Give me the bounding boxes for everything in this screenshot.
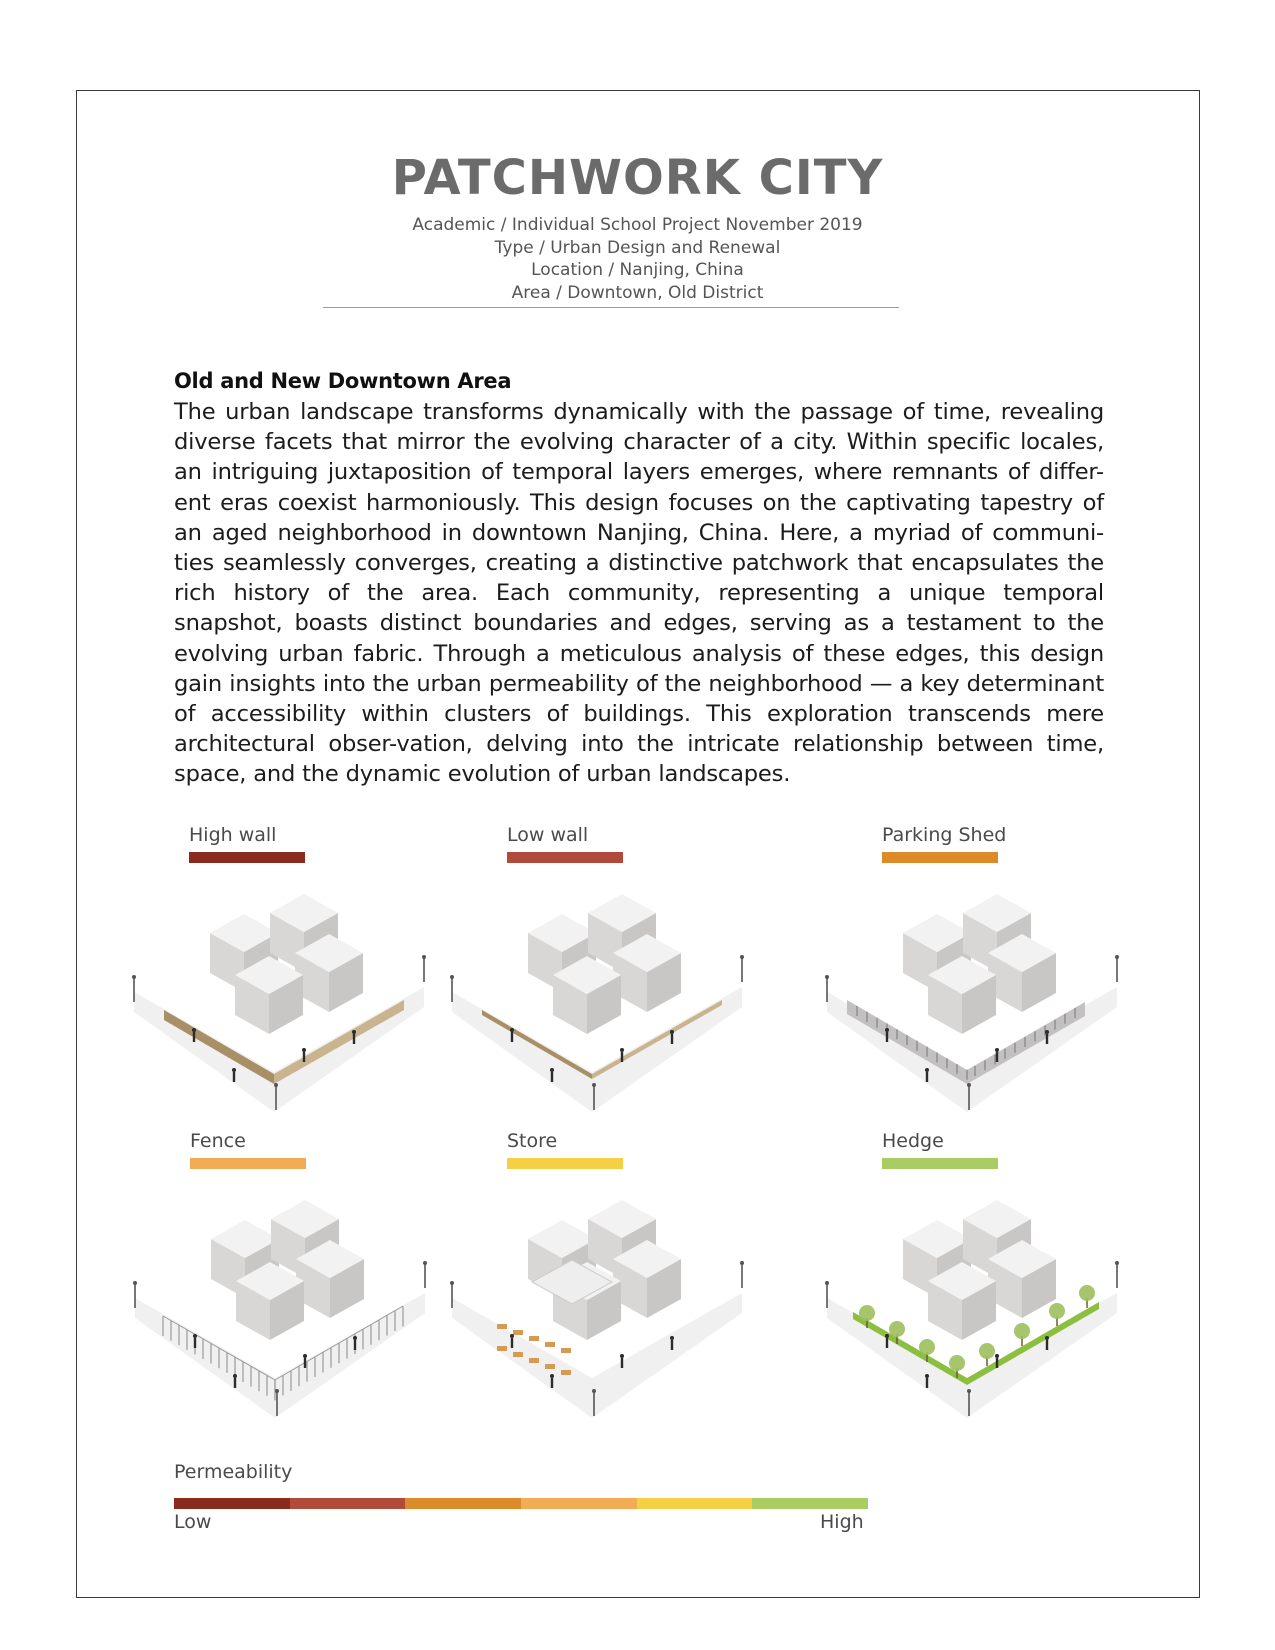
section-body: The urban landscape transforms dynamically with the passage of time, revealing diverse facets that mirror the evolving character of a city. Within specific locales, an intriguing juxtaposition of temporal layers emerges, where remnants of differ-ent eras coexist harmoniously. This design focuses on the captivating tapestry of an aged neighborhood in downtown Nanjing, China. Here, a myriad of communi-ties seamlessly converges, creating a distinctive patchwork that encapsulates the rich history of the area. Each community, representing a unique temporal snapshot, boasts distinct boundaries and edges, serving as a testament to the evolving urban fabric. Through a meticulous analysis of these edges, this design gain insights into the urban permeability of the neighborhood — a key determinant of accessibility within clusters of buildings. This exploration transcends mere architectural obser-vation, delving into the intricate relationship between time, space, and the dynamic evolution of urban landscapes. <box>174 399 1104 788</box>
meta-academic: Academic / Individual School Project November 2019 <box>412 215 863 235</box>
isometric-illustration <box>802 872 1132 1132</box>
tree-icon <box>1079 1285 1095 1308</box>
permeability-segment <box>290 1498 406 1509</box>
street-lamp <box>1115 1261 1119 1288</box>
title-divider <box>323 307 899 308</box>
meta-area: Area / Downtown, Old District <box>511 282 764 303</box>
meta-location: Location / Nanjing, China <box>531 260 744 280</box>
tree-icon <box>979 1343 995 1366</box>
edge-label: High wall <box>189 824 277 846</box>
page-title: PATCHWORK CITY <box>391 150 884 206</box>
edge-label: Store <box>507 1130 558 1152</box>
permeability-label: Permeability <box>174 1461 293 1483</box>
permeability-segment <box>174 1498 290 1509</box>
isometric-illustration <box>110 1178 440 1438</box>
isometric-illustration <box>802 1178 1132 1438</box>
isometric-illustration <box>427 1178 757 1438</box>
edge-color-bar <box>507 1158 623 1169</box>
tree-icon <box>1049 1303 1065 1326</box>
edge-label: Fence <box>190 1130 246 1152</box>
edge-color-bar <box>189 852 305 863</box>
section-title: Old and New Downtown Area <box>174 369 512 393</box>
project-meta <box>0 214 1275 304</box>
permeability-segment <box>752 1498 868 1509</box>
tree-icon <box>1014 1323 1030 1346</box>
permeability-scale <box>174 1498 868 1509</box>
permeability-low-label: Low <box>174 1511 212 1533</box>
edge-color-bar <box>882 1158 998 1169</box>
isometric-illustration <box>427 872 757 1132</box>
edge-label: Parking Shed <box>882 824 1007 846</box>
permeability-segment <box>637 1498 753 1509</box>
permeability-segment <box>405 1498 521 1509</box>
edge-item-store <box>507 1130 837 1430</box>
street-lamp <box>740 1261 744 1288</box>
edge-label: Hedge <box>882 1130 944 1152</box>
edge-color-bar <box>190 1158 306 1169</box>
street-lamp <box>1115 955 1119 982</box>
street-lamp <box>740 955 744 982</box>
isometric-illustration <box>109 872 439 1132</box>
permeability-high-label: High <box>820 1511 864 1533</box>
meta-type: Type / Urban Design and Renewal <box>494 237 781 258</box>
edge-item-hedge <box>882 1130 1212 1430</box>
permeability-segment <box>521 1498 637 1509</box>
edge-color-bar <box>882 852 998 863</box>
street-lamp <box>422 955 426 982</box>
edge-item-low-wall <box>507 824 837 1124</box>
edge-color-bar <box>507 852 623 863</box>
edge-label: Low wall <box>507 824 589 846</box>
edge-item-parking-shed <box>882 824 1212 1124</box>
